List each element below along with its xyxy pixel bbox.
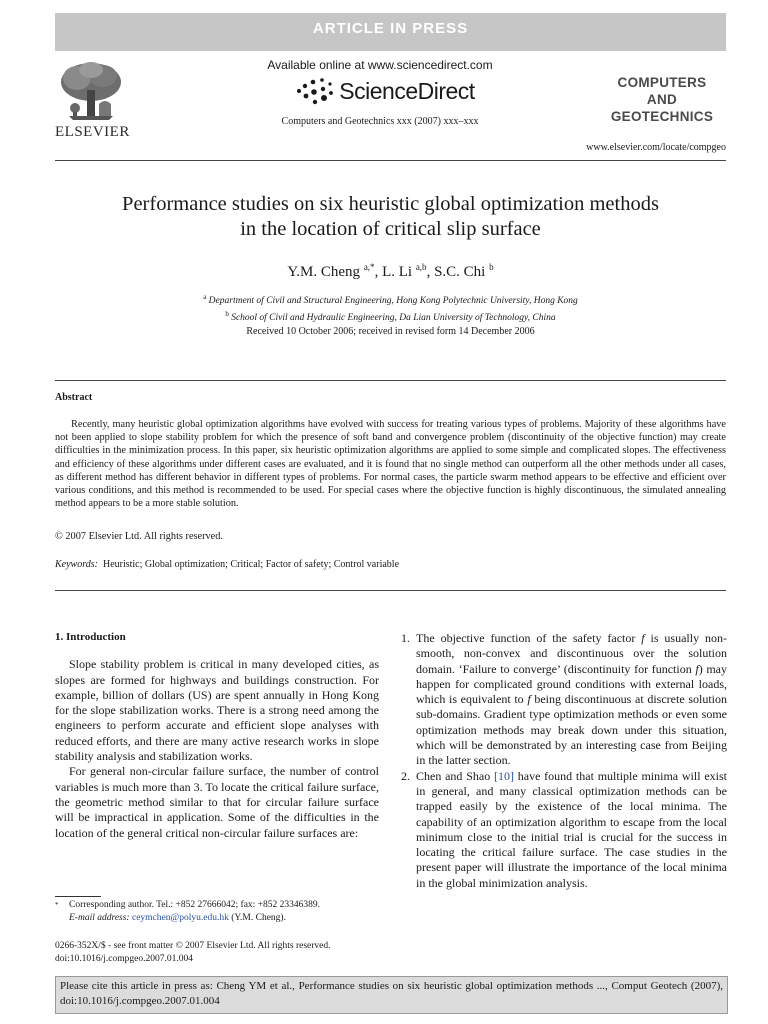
email-label: E-mail address: <box>69 912 130 923</box>
issn-line: 0266-352X/$ - see front matter © 2007 Elsevier Ltd. All rights reserved. <box>55 941 331 951</box>
list-item-text: Chen and Shao [10] have found that multiple minima will exist in general, and many classical optimization methods can be trapped easily by the existence of the local minima. The capability of an optimization algorithm to escape from the local minimum close to the initial trial is crucial for the success in locating the critical failure surface. The case studies in the present paper will illustrate the importance of the local minima in the global minimization analysis. <box>416 768 727 890</box>
article-in-press-banner: ARTICLE IN PRESS <box>55 13 726 51</box>
affiliation-mark: b <box>225 310 229 319</box>
doi-line[interactable]: doi:10.1016/j.compgeo.2007.01.004 <box>55 953 194 964</box>
front-matter <box>55 940 379 965</box>
abstract-top-divider <box>55 380 726 381</box>
footnote <box>55 899 379 924</box>
elsevier-wordmark: ELSEVIER <box>55 124 130 140</box>
author-name: L. Li <box>382 264 413 280</box>
abstract-bottom-divider <box>55 590 726 591</box>
title-line: in the location of critical slip surface <box>240 218 541 240</box>
sciencedirect-wordmark: ScienceDirect <box>339 77 475 104</box>
list-number: 1. <box>401 631 410 645</box>
right-column <box>401 631 727 891</box>
abstract-heading: Abstract <box>55 392 93 403</box>
author-name: S.C. Chi <box>434 264 486 280</box>
keywords-list: Heuristic; Global optimization; Critical; Factor of safety; Control variable <box>102 559 400 570</box>
left-column <box>55 630 379 841</box>
variable-f: f <box>641 631 645 645</box>
list-number: 2. <box>401 768 410 783</box>
sciencedirect-logo[interactable] <box>190 76 580 106</box>
author-separator: , <box>374 264 383 280</box>
citation-link[interactable]: [10] <box>493 768 514 783</box>
keywords-label: Keywords: <box>55 559 98 570</box>
affiliation <box>55 308 726 325</box>
affiliations <box>55 291 726 325</box>
citation-notice-box: Please cite this article in press as: Cheng YM et al., Performance studies on six heuristic global optimization methods ..., Comput Geotech (2007), doi:10.1016/j.compgeo.2007.01.004 <box>55 976 728 1014</box>
journal-header <box>200 58 580 127</box>
corresponding-author: Corresponding author. Tel.: +852 27666042; fax: +852 23346389. <box>69 900 321 910</box>
affiliation-text: School of Civil and Hydraulic Engineering, Da Lian University of Technology, China <box>231 313 556 324</box>
author-affil-mark[interactable]: b <box>489 262 494 272</box>
abstract-copyright: © 2007 Elsevier Ltd. All rights reserved. <box>55 531 223 542</box>
list-item-text: The objective function of the safety factor f is usually non-smooth, non-convex and discontinuous over the solution domain. ‘Failure to converge’ (discontinuity for function f) may happen for complicated ground conditions with external loads, which is equivalent to f being discontinuous at discrete solution sub-domains. Gradient type optimization methods or even some optimization methods may break down under this situation, which will be demonstrated by an interesting case from Beijing in the latter section. <box>416 631 728 768</box>
list-item <box>401 769 727 891</box>
elsevier-tree-icon <box>55 60 125 122</box>
author-affil-mark[interactable]: a,b <box>415 262 427 272</box>
email-link[interactable]: ceymchen@polyu.edu.hk <box>131 912 229 923</box>
footnote-divider <box>55 896 101 897</box>
header-divider <box>55 160 726 161</box>
journal-url-link[interactable]: www.elsevier.com/locate/compgeo <box>586 142 726 153</box>
author-list <box>55 262 726 281</box>
footnote-mark: * <box>55 901 59 909</box>
author-separator: , <box>426 264 435 280</box>
journal-logo-line: AND <box>646 92 678 107</box>
affiliation-text: Department of Civil and Structural Engineering, Hong Kong Polytechnic University, Hong Kong <box>208 296 578 307</box>
article-title <box>55 192 726 242</box>
author-name: Y.M. Cheng <box>287 264 361 280</box>
journal-logo-line: COMPUTERS <box>617 75 707 90</box>
sciencedirect-dots-icon <box>295 76 335 106</box>
body-paragraph: Slope stability problem is critical in many developed cities, as slopes are formed for highways and buildings construction. For example, billion of dollars (US) are spent annually in Hong Kong for the slope stabilization works. There is a strong need among the engineers to perform accurate and efficient slope analyses with reduced efforts, and there are many active research works in slope stability analysis and stabilization works. <box>55 657 379 764</box>
abstract-text: Recently, many heuristic global optimization algorithms have evolved with success for treating various types of problems. Majority of these algorithms have not been applied to slope stability problem for which the presence of soft band and convergence problem (discontinuity of the objective function) may create difficulties in the minimization process. In this paper, six heuristic optimization algorithms are applied to some simple and complicated slopes. The effectiveness and efficiency of these algorithms under different cases are evaluated, and it is found that no single method can outperform all the other methods under all cases, as different method has different behavior in different types of problems. For normal cases, the particle swarm method appears to be effective and efficient over various conditions, and this method is recommended to be used. For special cases where the objective function is highly discontinuous, the simulated annealing method appears to be a more stable solution. <box>55 419 726 510</box>
variable-f: f <box>527 692 531 707</box>
elsevier-logo[interactable] <box>55 60 130 142</box>
affiliation <box>55 291 726 308</box>
keywords <box>55 559 399 570</box>
journal-logo <box>592 74 732 125</box>
email-suffix: (Y.M. Cheng). <box>228 912 286 923</box>
title-line: Performance studies on six heuristic global optimization methods <box>122 193 659 215</box>
journal-logo-line: GEOTECHNICS <box>610 109 714 124</box>
variable-f: f <box>695 661 699 676</box>
affiliation-mark: a <box>203 293 207 301</box>
author-affil-mark[interactable]: a,* <box>363 262 375 272</box>
body-paragraph: For general non-circular failure surface, the number of control variables is much more than 3. To locate the critical failure surface, the geometric method similar to that for circular failure surface will be impractical in application. Some of the difficulties in the location of the general critical non-circular failure surfaces are: <box>55 764 379 840</box>
section-heading: 1. Introduction <box>55 631 126 643</box>
received-dates: Received 10 October 2006; received in revised form 14 December 2006 <box>246 326 535 337</box>
available-online[interactable]: Available online at www.sciencedirect.com <box>267 58 493 72</box>
journal-reference: Computers and Geotechnics xxx (2007) xxx–xxx <box>281 116 479 127</box>
list-item <box>401 631 727 769</box>
